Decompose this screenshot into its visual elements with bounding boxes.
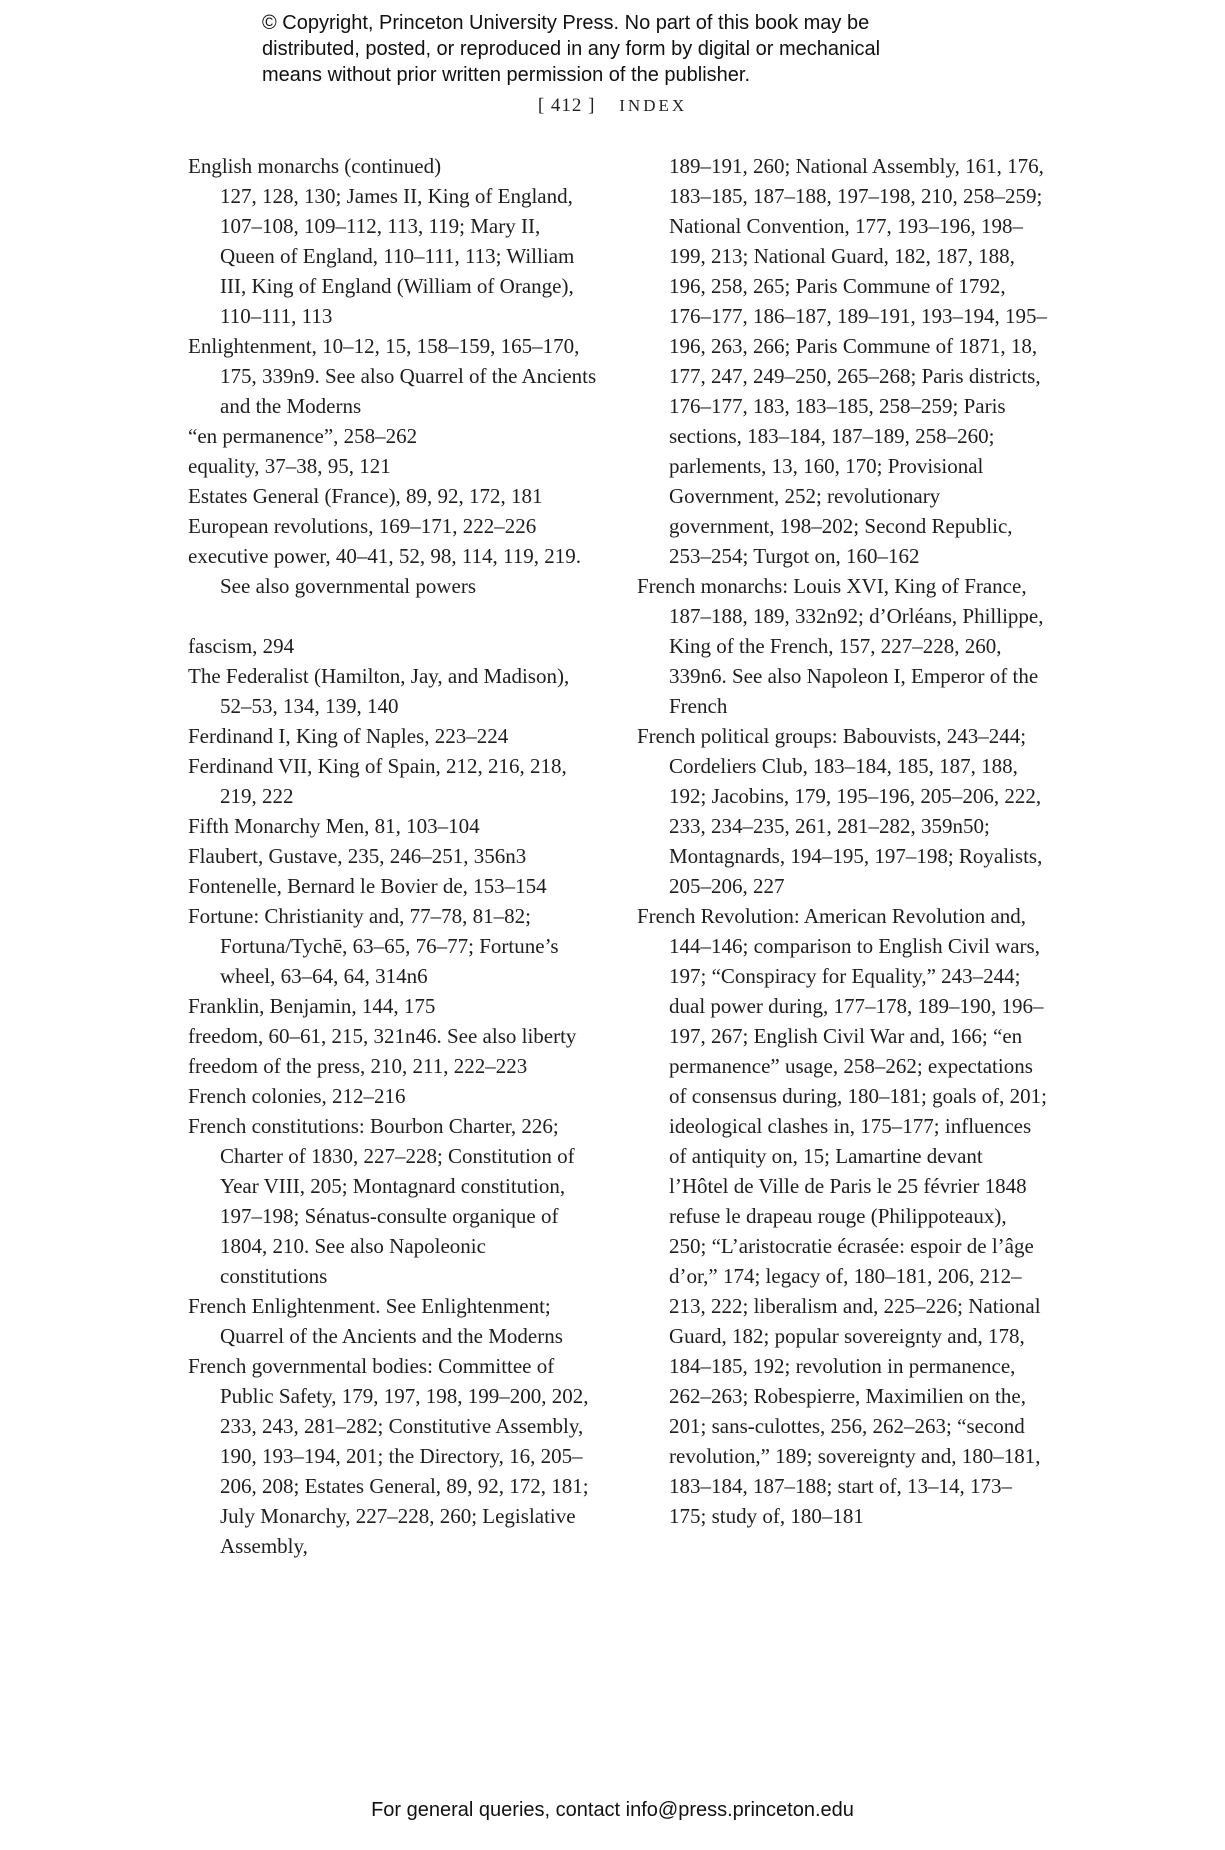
running-header [0,93,1225,119]
letter-group-gap [188,601,598,631]
index-entry: Estates General (France), 89, 92, 172, 181 [188,484,543,508]
copyright-line: means without prior written permission of the publisher. [262,64,751,86]
index-entry: Fontenelle, Bernard le Bovier de, 153–154 [188,874,547,898]
index-entry: Enlightenment, 10–12, 15, 158–159, 165–170, 175, 339n9. See also Quarrel of the Ancients and the Moderns [188,334,597,418]
index-entry: English monarchs (continued) [188,154,442,178]
index-entry: European revolutions, 169–171, 222–226 [188,514,537,538]
footer-contact: For general queries, contact info@press.princeton.edu [371,1799,854,1821]
index-entry: French Revolution: American Revolution and, 144–146; comparison to English Civil wars, 197; “Conspiracy for Equality,” 243–244; dual power during, 177–178, 189–190, 196–197, 267; English Civil War and, 166; “en permanence” usage, 258–262; expectations of consensus during, 180–181; goals of, 201; ideological clashes in, 175–177; influences of antiquity on, 15; Lamartine devant l’Hôtel de Ville de Paris le 25 février 1848 refuse le drapeau rouge (Philippoteaux), 250; “L’aristocratie écrasée: espoir de l’âge d’or,” 174; legacy of, 180–181, 206, 212–213, 222; liberalism and, 225–226; National Guard, 182; popular sovereignty and, 178, 184–185, 192; revolution in permanence, 262–263; Robespierre, Maximilien on the, 201; sans-culottes, 256, 262–263; “second revolution,” 189; sovereignty and, 180–181, 183–184, 187–188; start of, 13–14, 173–175; study of, 180–181 [637,904,1047,1528]
index-entry: freedom of the press, 210, 211, 222–223 [188,1054,528,1078]
index-entry: equality, 37–38, 95, 121 [188,454,391,478]
index-entry: French political groups: Babouvists, 243–244; Cordeliers Club, 183–184, 185, 187, 188, 192; Jacobins, 179, 195–196, 205–206, 222, 233, 234–235, 261, 281–282, 359n50; Montagnards, 194–195, 197–198; Royalists, 205–206, 227 [637,724,1043,898]
index-entry: executive power, 40–41, 52, 98, 114, 119, 219. See also governmental powers [188,544,582,598]
index-entry: French constitutions: Bourbon Charter, 226; Charter of 1830, 227–228; Constitution of Year VIII, 205; Montagnard constitution, 197–198; Sénatus-consulte organique of 1804, 210. See also Napoleonic constitutions [188,1114,575,1288]
index-entry: “en permanence”, 258–262 [188,424,418,448]
index-entry: The Federalist (Hamilton, Jay, and Madison), 52–53, 134, 139, 140 [188,664,570,718]
copyright-line: © Copyright, Princeton University Press. No part of this book may be [262,12,870,34]
index-entry: Flaubert, Gustave, 235, 246–251, 356n3 [188,844,527,868]
index-entry: Franklin, Benjamin, 144, 175 [188,994,436,1018]
index-entry: French colonies, 212–216 [188,1084,406,1108]
index-entry: fascism, 294 [188,634,295,658]
page-number: [ 412 ] [537,95,596,116]
index-entry: freedom, 60–61, 215, 321n46. See also liberty [188,1024,577,1048]
copyright-notice [262,10,1022,88]
index-entry: French Enlightenment. See Enlightenment; Quarrel of the Ancients and the Moderns [188,1294,563,1348]
index-column-left [188,151,598,1561]
index-entry: French governmental bodies: Committee of Public Safety, 179, 197, 198, 199–200, 202, 233, 243, 281–282; Constitutive Assembly, 190, 193–194, 201; the Directory, 16, 205–206, 208; Estates General, 89, 92, 172, 181; July Monarchy, 227–228, 260; Legislative Assembly, [188,1354,589,1558]
index-entry: French monarchs: Louis XVI, King of France, 187–188, 189, 332n92; d’Orléans, Phillippe, King of the French, 157, 227–228, 260, 339n6. See also Napoleon I, Emperor of the French [637,574,1044,718]
index-entry: Fortune: Christianity and, 77–78, 81–82; Fortuna/Tychē, 63–65, 76–77; Fortune’s wheel, 63–64, 64, 314n6 [188,904,559,988]
index-entry: 189–191, 260; National Assembly, 161, 176, 183–185, 187–188, 197–198, 210, 258–259; National Convention, 177, 193–196, 198–199, 213; National Guard, 182, 187, 188, 196, 258, 265; Paris Commune of 1792, 176–177, 186–187, 189–191, 193–194, 195–196, 263, 266; Paris Commune of 1871, 18, 177, 247, 249–250, 265–268; Paris districts, 176–177, 183, 183–185, 258–259; Paris sections, 183–184, 187–189, 258–260; parlements, 13, 160, 170; Provisional Government, 252; revolutionary government, 198–202; Second Republic, 253–254; Turgot on, 160–162 [669,154,1047,568]
index-entry: Ferdinand VII, King of Spain, 212, 216, 218, 219, 222 [188,754,567,808]
index-entry: Fifth Monarchy Men, 81, 103–104 [188,814,480,838]
index-entry: Ferdinand I, King of Naples, 223–224 [188,724,509,748]
index-column-right [637,151,1047,1531]
index-entry: 127, 128, 130; James II, King of England, 107–108, 109–112, 113, 119; Mary II, Queen of England, 110–111, 113; William III, King of England (William of Orange), 110–111, 113 [220,184,575,328]
copyright-line: distributed, posted, or reproduced in any form by digital or mechanical [262,38,881,60]
section-title: INDEX [619,96,688,115]
